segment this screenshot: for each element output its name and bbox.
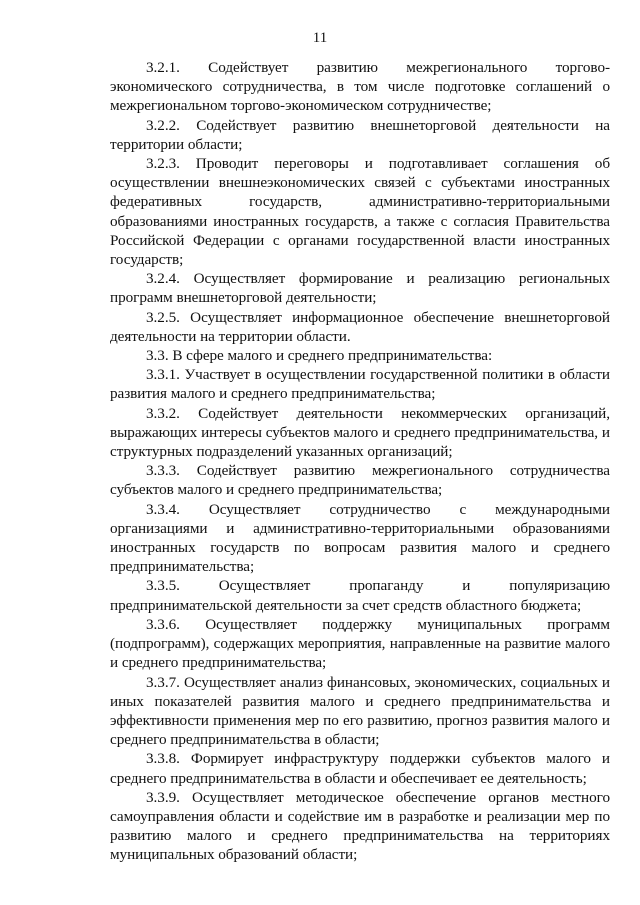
paragraph-3-2-2: 3.2.2. Содействует развитию внешнеторговой деятельности на территории области; <box>110 116 610 153</box>
paragraph-3-3-3: 3.3.3. Содействует развитию межрегионального сотрудничества субъектов малого и среднего предпринимательства; <box>110 462 610 499</box>
section-heading-3-3: 3.3. В сфере малого и среднего предпринимательства: <box>146 347 493 365</box>
paragraph-3-3-6: 3.3.6. Осуществляет поддержку муниципальных программ (подпрограмм), содержащих мероприятия, направленные на развитие малого и среднего предпринимательства; <box>110 615 610 672</box>
paragraph-3-3-2: 3.3.2. Содействует деятельности некоммерческих организаций, выражающих интересы субъектов малого и среднего предпринимательства, и структурных подразделений указанных организаций; <box>110 404 610 461</box>
paragraph-3-3-8: 3.3.8. Формирует инфраструктуру поддержки субъектов малого и среднего предпринимательства в области и обеспечивает ее деятельность; <box>110 750 610 787</box>
paragraph-3-2-1: 3.2.1. Содействует развитию межрегионального торгово-экономического сотрудничества, в том числе подготовке соглашений о межрегиональном торгово-экономическом сотрудничестве; <box>110 59 610 115</box>
paragraph-3-2-4: 3.2.4. Осуществляет формирование и реализацию региональных программ внешнеторговой деятельности; <box>110 270 610 307</box>
paragraph-3-3-9: 3.3.9. Осуществляет методическое обеспечение органов местного самоуправления области и содействие им в разработке и реализации мер по развитию малого и среднего предпринимательства на территориях муниципальных образований области; <box>110 788 610 864</box>
page-number: 11 <box>312 30 328 46</box>
paragraph-3-3-1: 3.3.1. Участвует в осуществлении государственной политики в области развития малого и среднего предпринимательства; <box>110 366 610 403</box>
paragraph-3-3-7: 3.3.7. Осуществляет анализ финансовых, экономических, социальных и иных показателей развития малого и среднего предпринимательства и эффективности применения мер по его развитию, прогноз развития малого и среднего предпринимательства в области; <box>110 673 610 749</box>
paragraph-3-2-3: 3.2.3. Проводит переговоры и подготавливает соглашения об осуществлении внешнеэкономических связей с субъектами иностранных федеративных государств, административно-территориальными образованиями иностранных государств, а также с согласия Правительства Российской Федерации с органами государственной власти иностранных государств; <box>110 155 610 269</box>
paragraph-3-3-4: 3.3.4. Осуществляет сотрудничество с международными организациями и административно-территориальными образованиями иностранных государств по вопросам развития малого и среднего предпринимательства; <box>110 500 610 576</box>
document-body <box>110 58 610 865</box>
paragraph-3-3-5: 3.3.5. Осуществляет пропаганду и популяризацию предпринимательской деятельности за счет средств областного бюджета; <box>110 577 610 614</box>
paragraph-3-2-5: 3.2.5. Осуществляет информационное обеспечение внешнеторговой деятельности на территории области. <box>110 308 610 345</box>
